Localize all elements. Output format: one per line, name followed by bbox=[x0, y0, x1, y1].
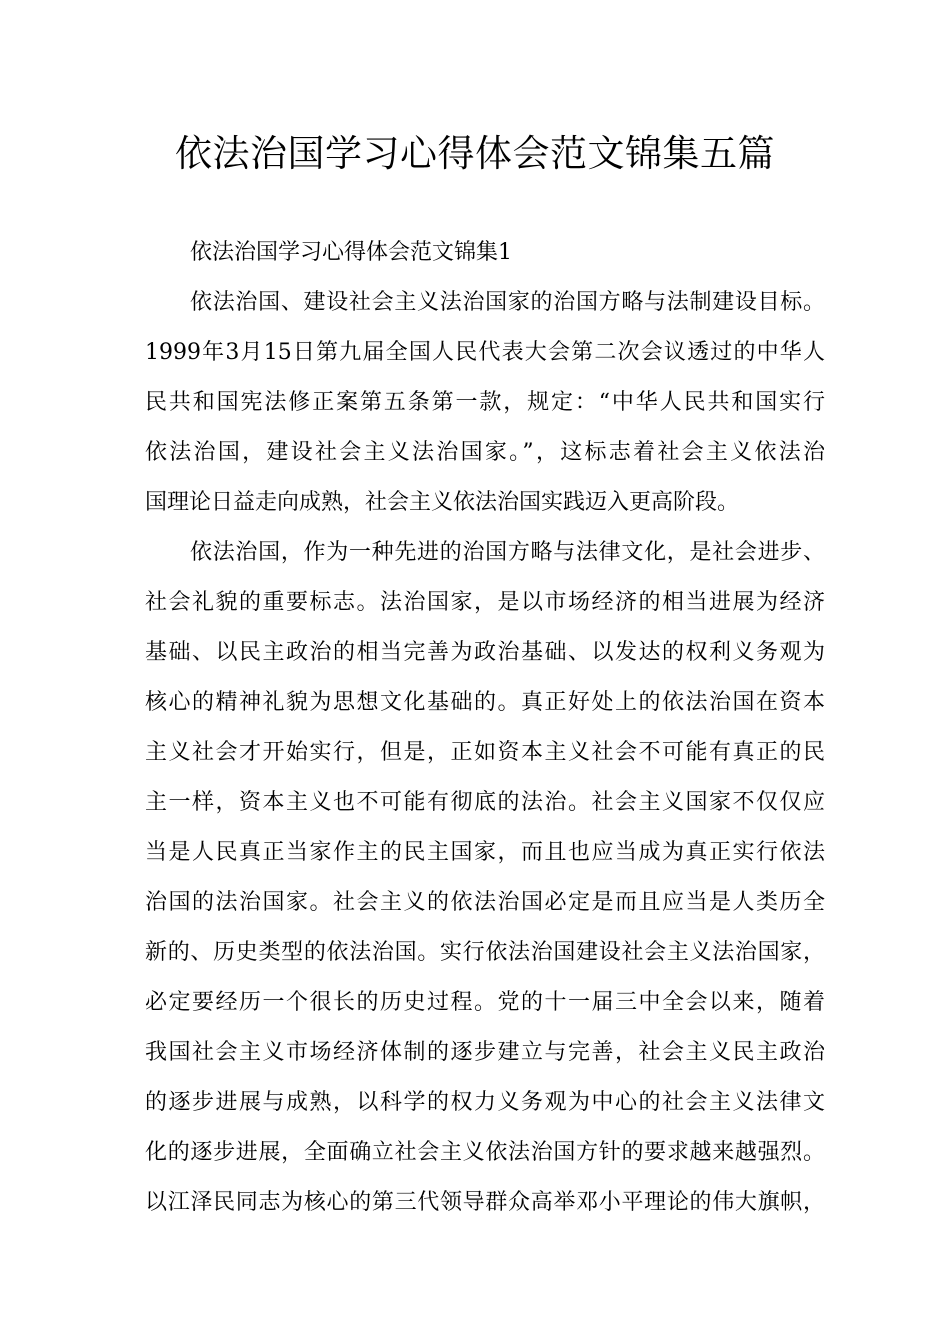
paragraph-1-line-5: 国理论日益走向成熟，社会主义依法治国实践迈入更高阶段。 bbox=[145, 490, 740, 515]
paragraph-2-line-1: 依法治国，作为一种先进的治国方略与法律文化，是社会进步、 bbox=[190, 540, 825, 565]
paragraph-2-line-13: 化的逐步进展，全面确立社会主义依法治国方针的要求越来越强烈。 bbox=[145, 1140, 825, 1165]
paragraph-2-line-11: 我国社会主义市场经济体制的逐步建立与完善，社会主义民主政治 bbox=[145, 1040, 825, 1065]
section-heading: 依法治国学习心得体会范文锦集1 bbox=[190, 240, 512, 265]
paragraph-2-line-5: 主义社会才开始实行，但是，正如资本主义社会不可能有真正的民 bbox=[145, 740, 825, 765]
paragraph-1-line-2: 1999年3月15日第九届全国人民代表大会第二次会议透过的中华人 bbox=[145, 340, 825, 365]
paragraph-2-line-9: 新的、历史类型的依法治国。实行依法治国建设社会主义法治国家， bbox=[145, 940, 825, 965]
paragraph-2-line-8: 治国的法治国家。社会主义的依法治国必定是而且应当是人类历全 bbox=[145, 890, 825, 915]
paragraph-2-line-3: 基础、以民主政治的相当完善为政治基础、以发达的权利义务观为 bbox=[145, 640, 825, 665]
paragraph-2-line-6: 主一样，资本主义也不可能有彻底的法治。社会主义国家不仅仅应 bbox=[145, 790, 825, 815]
paragraph-1-line-4: 依法治国，建设社会主义法治国家。”，这标志着社会主义依法治 bbox=[145, 440, 825, 465]
paragraph-2-line-10: 必定要经历一个很长的历史过程。党的十一届三中全会以来，随着 bbox=[145, 990, 825, 1015]
paragraph-1-line-1: 依法治国、建设社会主义法治国家的治国方略与法制建设目标。 bbox=[190, 290, 825, 315]
paragraph-2-line-14: 以江泽民同志为核心的第三代领导群众高举邓小平理论的伟大旗帜， bbox=[145, 1190, 825, 1215]
paragraph-2-line-7: 当是人民真正当家作主的民主国家，而且也应当成为真正实行依法 bbox=[145, 840, 825, 865]
paragraph-2-line-4: 核心的精神礼貌为思想文化基础的。真正好处上的依法治国在资本 bbox=[145, 690, 825, 715]
paragraph-2-line-2: 社会礼貌的重要标志。法治国家，是以市场经济的相当进展为经济 bbox=[145, 590, 825, 615]
paragraph-2-line-12: 的逐步进展与成熟，以科学的权力义务观为中心的社会主义法律文 bbox=[145, 1090, 825, 1115]
document-title: 依法治国学习心得体会范文锦集五篇 bbox=[175, 132, 775, 175]
paragraph-1-line-3: 民共和国宪法修正案第五条第一款，规定：“中华人民共和国实行 bbox=[145, 390, 825, 415]
